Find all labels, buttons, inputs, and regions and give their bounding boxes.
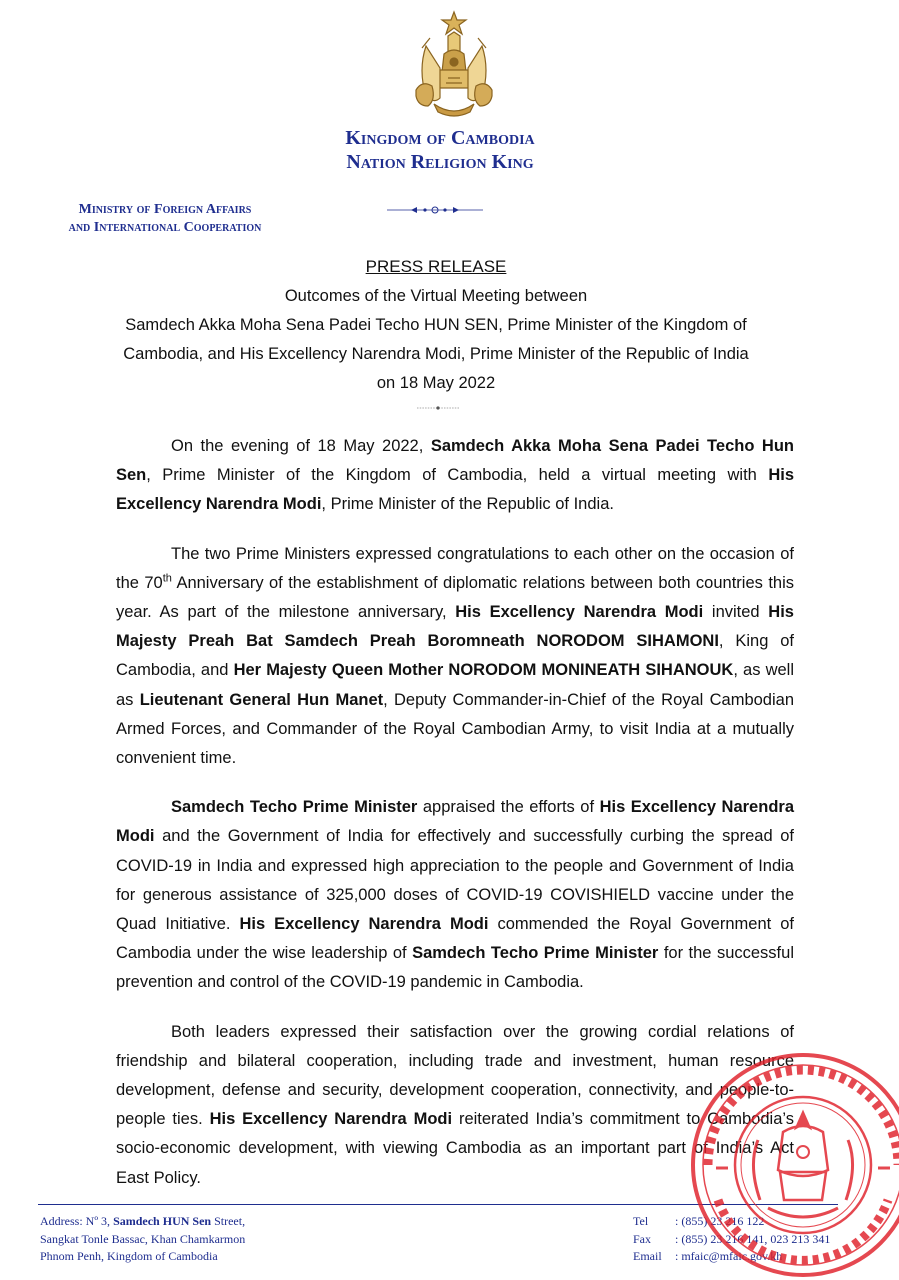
fax-label: Fax [633, 1231, 651, 1246]
superscript: th [162, 572, 172, 585]
bold-run: His Majesty Preah Bat Samdech Preah Boromneath NORODOM SIHAMONI [116, 603, 794, 651]
title-divider-icon [415, 403, 461, 413]
email-value: : mfaic@mfaic.gov.kh [675, 1249, 783, 1263]
bold-run: Samdech HUN Sen [113, 1214, 212, 1228]
bold-run: His Excellency Narendra Modi [209, 1110, 453, 1129]
title-line-3: Cambodia, and His Excellency Narendra Modi, Prime Minister of the Republic of India [123, 345, 749, 363]
bold-run: Lieutenant General Hun Manet [139, 690, 384, 709]
paragraph-1 [116, 432, 794, 520]
ornament-divider-icon [385, 203, 485, 217]
text-run: invited [703, 603, 769, 622]
text-run: , King of Cambodia, and [116, 632, 794, 680]
bold-run: Samdech Akka Moha Sena Padei Techo Hun Sen [116, 437, 794, 485]
ministry-line-2: and International Cooperation [68, 220, 262, 235]
bold-run: Samdech Techo Prime Minister [171, 798, 418, 817]
title-line-1: Outcomes of the Virtual Meeting between [284, 287, 588, 305]
fax-value: : (855) 23 216 141, 023 213 341 [675, 1231, 831, 1246]
text-run: , as well as [116, 661, 794, 709]
tel-value: : (855) 23 216 122 [675, 1214, 765, 1228]
press-release-label: PRESS RELEASE [365, 257, 507, 276]
kingdom-header [0, 126, 880, 174]
text-run: Anniversary of the establishment of diplomatic relations between both countries this year. As part of the milestone anniversary, [116, 573, 794, 622]
bold-run: His Excellency Narendra Modi [239, 915, 489, 934]
text-run: The two Prime Ministers expressed congratulations to each other on the occasion of the 70 [116, 544, 794, 592]
paragraph-3 [116, 793, 794, 997]
paragraph-2 [116, 540, 794, 774]
release-title [60, 282, 812, 398]
address-line-2: Sangkat Tonle Bassac, Khan Chamkarmon [40, 1231, 246, 1246]
address-line-3: Phnom Penh, Kingdom of Cambodia [40, 1249, 218, 1263]
ministry-name [20, 201, 310, 237]
bold-run: Samdech Techo Prime Minister [412, 944, 659, 963]
tel-label: Tel [633, 1214, 649, 1228]
footer-address [40, 1213, 400, 1266]
title-line-2: Samdech Akka Moha Sena Padei Techo HUN SEN, Prime Minister of the Kingdom of [125, 316, 747, 334]
bold-run: His Excellency Narendra Modi [455, 603, 704, 622]
email-label: Email [633, 1249, 662, 1263]
text-run: , Prime Minister of the Republic of India. [321, 495, 614, 514]
royal-emblem-icon [408, 8, 500, 120]
ministry-line-1: Ministry of Foreign Affairs [78, 202, 252, 217]
text-run: On the evening of 18 May 2022, [171, 437, 431, 455]
text-run: commended the Royal Government of Cambodia under the wise leadership of [116, 915, 794, 963]
text-run: Both leaders expressed their satisfaction over the growing cordial relations of friendship and bilateral cooperation, including trade and investment, human resource development, defense and security, development cooperation, connectivity, and people-to-people ties. [116, 1022, 794, 1129]
text-run: Street, [211, 1214, 246, 1228]
text-run: Address: Nº 3, [40, 1214, 114, 1228]
motto-line: Nation Religion King [346, 151, 534, 173]
bold-run: His Excellency Narendra Modi [116, 466, 794, 514]
text-run: , Prime Minister of the Kingdom of Cambodia, held a virtual meeting with [146, 466, 769, 485]
text-run: reiterated India’s commitment to Cambodia’s socio-economic development, with viewing Cambodia as an important part of India’s Act East Policy. [116, 1110, 794, 1187]
text-run: appraised the efforts of [417, 798, 600, 817]
text-run: for the successful prevention and control of the COVID-19 pandemic in Cambodia. [116, 944, 794, 992]
address-line-1 [40, 1213, 400, 1231]
bold-run: Her Majesty Queen Mother NORODOM MONINEATH SIHANOUK [233, 661, 734, 680]
text-run: , Deputy Commander-in-Chief of the Royal Cambodian Armed Forces, and Commander of the Royal Cambodian Army, to visit India at a mutually convenient time. [116, 690, 794, 768]
title-line-4: on 18 May 2022 [376, 374, 496, 392]
bold-run: His Excellency Narendra Modi [116, 798, 794, 846]
text-run: and the Government of India for effectively and successfully curbing the spread of COVID-19 in India and expressed high appreciation to the people and Government of India for generous assistance of 325,000 doses of COVID-19 COVISHIELD vaccine under the Quad Initiative. [116, 827, 794, 934]
kingdom-line: Kingdom of Cambodia [345, 127, 535, 149]
official-seal-icon [688, 1050, 899, 1280]
